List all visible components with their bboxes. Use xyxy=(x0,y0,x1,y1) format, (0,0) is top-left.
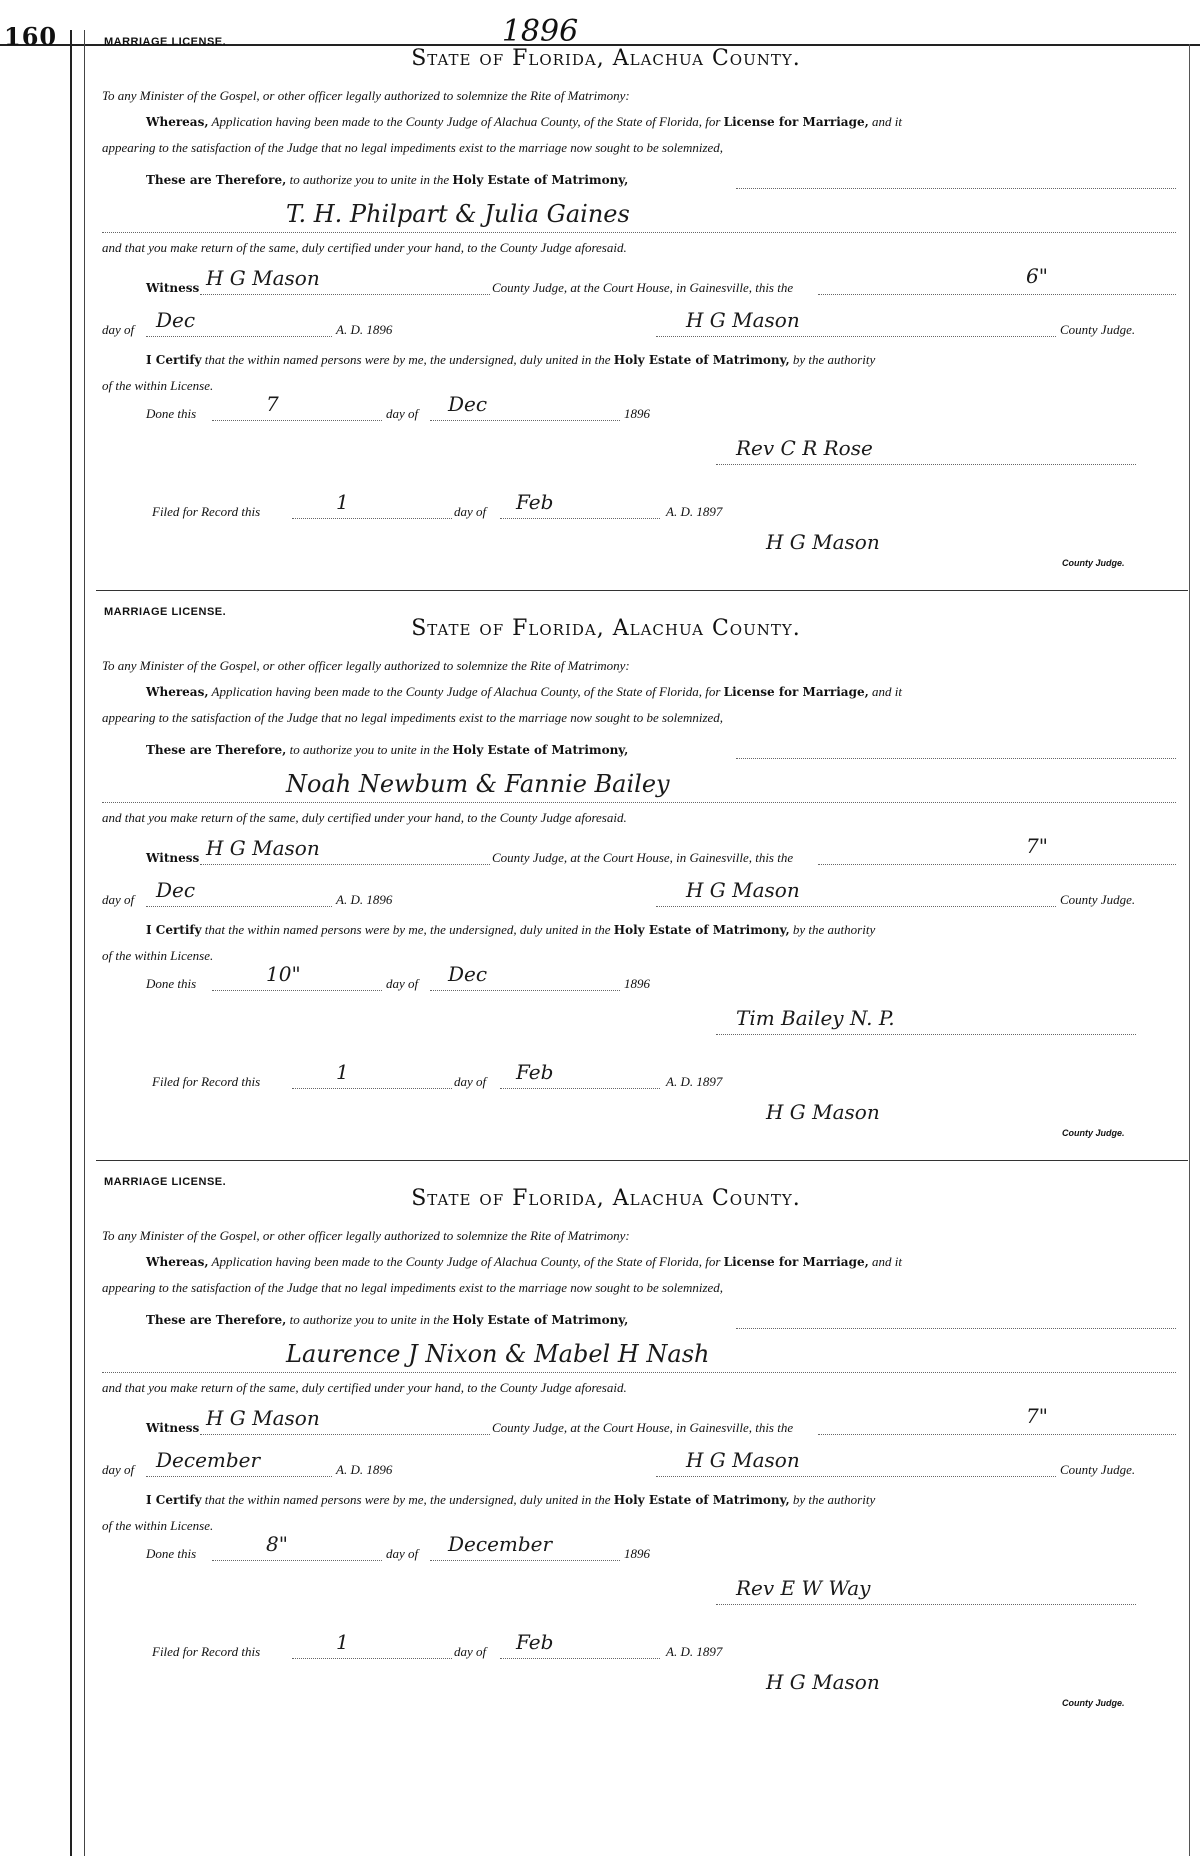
filed-ad: A. D. 1897 xyxy=(666,504,723,519)
section-label: MARRIAGE LICENSE. xyxy=(104,1176,227,1188)
frame-left-inner-rule xyxy=(84,30,85,1856)
done-this-label: Done this xyxy=(146,1546,197,1561)
holy-estate-2: Holy Estate of Matrimony, xyxy=(613,1493,790,1507)
county-judge-small: County Judge. xyxy=(1062,1128,1125,1138)
frame-left-rule xyxy=(70,30,72,1856)
license-month: Dec xyxy=(156,308,196,332)
court-house-line: County Judge, at the Court House, in Gainesville, this the xyxy=(492,1420,794,1435)
holy-estate: Holy Estate of Matrimony, xyxy=(452,743,629,757)
couple-names: Laurence J Nixon & Mabel H Nash xyxy=(286,1340,710,1368)
whereas-word: Whereas, xyxy=(146,1255,209,1269)
witness-word: Witness xyxy=(146,1421,200,1435)
day-number: 6" xyxy=(1026,264,1048,288)
whereas-word: Whereas, xyxy=(146,115,209,129)
whereas-text: Application having been made to the County Judge of Alachua County, of the State of Florida, for xyxy=(211,114,721,129)
day-number: 7" xyxy=(1026,1404,1048,1428)
filed-signature: H G Mason xyxy=(766,1670,880,1694)
day-of-label: day of xyxy=(102,1462,135,1477)
ad-year-digit: 6 xyxy=(385,322,393,337)
judge-signature: H G Mason xyxy=(686,308,800,332)
holy-estate: Holy Estate of Matrimony, xyxy=(452,173,629,187)
certify-word: I Certify xyxy=(146,1493,202,1507)
holy-estate: Holy Estate of Matrimony, xyxy=(452,1313,629,1327)
witness-signature: H G Mason xyxy=(206,1406,320,1430)
filed-month: Feb xyxy=(516,1630,554,1654)
license-heading: State of Florida, Alachua County. xyxy=(411,1186,801,1211)
certify-word: I Certify xyxy=(146,923,202,937)
couple-names: T. H. Philpart & Julia Gaines xyxy=(286,200,630,228)
done-month: Dec xyxy=(448,392,488,416)
court-house-line: County Judge, at the Court House, in Gainesville, this the xyxy=(492,850,794,865)
judge-signature: H G Mason xyxy=(686,878,800,902)
done-day: 7 xyxy=(266,392,279,416)
filed-for-record-label: Filed for Record this xyxy=(152,504,261,519)
done-day-of-label: day of xyxy=(386,1546,419,1561)
ad-label: A. D. 1896 xyxy=(336,892,393,907)
section-label: MARRIAGE LICENSE. xyxy=(104,36,227,48)
done-year: 1896 xyxy=(624,406,650,421)
license-heading: State of Florida, Alachua County. xyxy=(411,616,801,641)
filed-year-digit: 7 xyxy=(715,504,723,519)
filed-ad: A. D. 1897 xyxy=(666,1644,723,1659)
appearing-line: appearing to the satisfaction of the Judge that no legal impediments exist to the marriage now sought to be solemnized, xyxy=(102,710,724,725)
authorize-line xyxy=(146,172,628,188)
county-judge-small: County Judge. xyxy=(1062,1698,1125,1708)
county-judge-label: County Judge. xyxy=(1060,892,1136,907)
done-day: 10" xyxy=(266,962,301,986)
filed-day: 1 xyxy=(336,1630,349,1654)
by-authority: by the authority xyxy=(792,922,876,937)
filed-month: Feb xyxy=(516,1060,554,1084)
filed-day-of-label: day of xyxy=(454,504,487,519)
authorize-text: to authorize you to unite in the xyxy=(289,172,450,187)
whereas-word: Whereas, xyxy=(146,685,209,699)
witness-label xyxy=(146,850,199,866)
certify-text: that the within named persons were by me, the undersigned, duly united in the xyxy=(204,1492,611,1507)
done-year-digit: 6 xyxy=(643,976,650,991)
of-within-license: of the within License. xyxy=(102,948,214,963)
day-of-label: day of xyxy=(102,892,135,907)
filed-day-of-label: day of xyxy=(454,1074,487,1089)
done-year-digit: 6 xyxy=(643,1546,650,1561)
county-judge-label: County Judge. xyxy=(1060,322,1136,337)
and-it: and it xyxy=(872,114,903,129)
license-month: Dec xyxy=(156,878,196,902)
by-authority: by the authority xyxy=(792,1492,876,1507)
authorize-line xyxy=(146,1312,628,1328)
court-house-line: County Judge, at the Court House, in Gainesville, this the xyxy=(492,280,794,295)
ad-label: A. D. 1896 xyxy=(336,322,393,337)
certify-text: that the within named persons were by me, the undersigned, duly united in the xyxy=(204,922,611,937)
page-number: 160 xyxy=(4,22,58,51)
officiant-signature: Tim Bailey N. P. xyxy=(736,1006,895,1030)
license-for-marriage: License for Marriage, xyxy=(723,1255,869,1269)
done-day: 8" xyxy=(266,1532,288,1556)
license-separator xyxy=(96,590,1188,591)
filed-signature: H G Mason xyxy=(766,530,880,554)
holy-estate-2: Holy Estate of Matrimony, xyxy=(613,353,790,367)
county-judge-label: County Judge. xyxy=(1060,1462,1136,1477)
filed-day: 1 xyxy=(336,1060,349,1084)
done-year: 1896 xyxy=(624,1546,650,1561)
ad-label: A. D. 1896 xyxy=(336,1462,393,1477)
done-day-of-label: day of xyxy=(386,976,419,991)
whereas-text: Application having been made to the County Judge of Alachua County, of the State of Florida, for xyxy=(211,1254,721,1269)
done-day-of-label: day of xyxy=(386,406,419,421)
whereas-line xyxy=(146,684,902,700)
witness-label xyxy=(146,280,199,296)
certify-line xyxy=(146,1492,875,1508)
return-line: and that you make return of the same, duly certified under your hand, to the County Judge aforesaid. xyxy=(102,240,627,255)
done-this-label: Done this xyxy=(146,976,197,991)
minister-line: To any Minister of the Gospel, or other officer legally authorized to solemnize the Rite of Matrimony: xyxy=(102,1228,630,1243)
filed-for-record-label: Filed for Record this xyxy=(152,1644,261,1659)
witness-label xyxy=(146,1420,199,1436)
ad-year-digit: 6 xyxy=(385,1462,393,1477)
certify-word: I Certify xyxy=(146,353,202,367)
return-line: and that you make return of the same, duly certified under your hand, to the County Judge aforesaid. xyxy=(102,1380,627,1395)
judge-signature: H G Mason xyxy=(686,1448,800,1472)
frame-right-rule xyxy=(1189,44,1190,1856)
these-are-therefore: These are Therefore, xyxy=(146,1313,287,1327)
done-month: December xyxy=(448,1532,553,1556)
certify-line xyxy=(146,922,875,938)
authorize-line xyxy=(146,742,628,758)
license-heading: State of Florida, Alachua County. xyxy=(411,46,801,71)
witness-word: Witness xyxy=(146,281,200,295)
witness-signature: H G Mason xyxy=(206,266,320,290)
and-it: and it xyxy=(872,684,903,699)
done-year: 1896 xyxy=(624,976,650,991)
authorize-text: to authorize you to unite in the xyxy=(289,742,450,757)
of-within-license: of the within License. xyxy=(102,1518,214,1533)
appearing-line: appearing to the satisfaction of the Judge that no legal impediments exist to the marriage now sought to be solemnized, xyxy=(102,140,724,155)
these-are-therefore: These are Therefore, xyxy=(146,743,287,757)
license-month: December xyxy=(156,1448,261,1472)
done-year-digit: 6 xyxy=(643,406,650,421)
filed-ad: A. D. 1897 xyxy=(666,1074,723,1089)
certify-text: that the within named persons were by me, the undersigned, duly united in the xyxy=(204,352,611,367)
done-this-label: Done this xyxy=(146,406,197,421)
filed-signature: H G Mason xyxy=(766,1100,880,1124)
section-label: MARRIAGE LICENSE. xyxy=(104,606,227,618)
day-of-label: day of xyxy=(102,322,135,337)
officiant-signature: Rev C R Rose xyxy=(736,436,873,460)
license-separator xyxy=(96,1160,1188,1161)
filed-day-of-label: day of xyxy=(454,1644,487,1659)
filed-for-record-label: Filed for Record this xyxy=(152,1074,261,1089)
whereas-text: Application having been made to the County Judge of Alachua County, of the State of Florida, for xyxy=(211,684,721,699)
minister-line: To any Minister of the Gospel, or other officer legally authorized to solemnize the Rite of Matrimony: xyxy=(102,88,630,103)
license-for-marriage: License for Marriage, xyxy=(723,115,869,129)
ad-year-digit: 6 xyxy=(385,892,393,907)
holy-estate-2: Holy Estate of Matrimony, xyxy=(613,923,790,937)
license-for-marriage: License for Marriage, xyxy=(723,685,869,699)
authorize-text: to authorize you to unite in the xyxy=(289,1312,450,1327)
filed-year-digit: 7 xyxy=(715,1074,723,1089)
couple-names: Noah Newbum & Fannie Bailey xyxy=(286,770,670,798)
witness-word: Witness xyxy=(146,851,200,865)
done-month: Dec xyxy=(448,962,488,986)
certify-line xyxy=(146,352,875,368)
of-within-license: of the within License. xyxy=(102,378,214,393)
filed-day: 1 xyxy=(336,490,349,514)
by-authority: by the authority xyxy=(792,352,876,367)
witness-signature: H G Mason xyxy=(206,836,320,860)
these-are-therefore: These are Therefore, xyxy=(146,173,287,187)
filed-month: Feb xyxy=(516,490,554,514)
whereas-line xyxy=(146,1254,902,1270)
day-number: 7" xyxy=(1026,834,1048,858)
year-header: 1896 xyxy=(501,14,579,49)
return-line: and that you make return of the same, duly certified under your hand, to the County Judge aforesaid. xyxy=(102,810,627,825)
officiant-signature: Rev E W Way xyxy=(736,1576,871,1600)
county-judge-small: County Judge. xyxy=(1062,558,1125,568)
and-it: and it xyxy=(872,1254,903,1269)
minister-line: To any Minister of the Gospel, or other officer legally authorized to solemnize the Rite of Matrimony: xyxy=(102,658,630,673)
filed-year-digit: 7 xyxy=(715,1644,723,1659)
appearing-line: appearing to the satisfaction of the Judge that no legal impediments exist to the marriage now sought to be solemnized, xyxy=(102,1280,724,1295)
whereas-line xyxy=(146,114,902,130)
